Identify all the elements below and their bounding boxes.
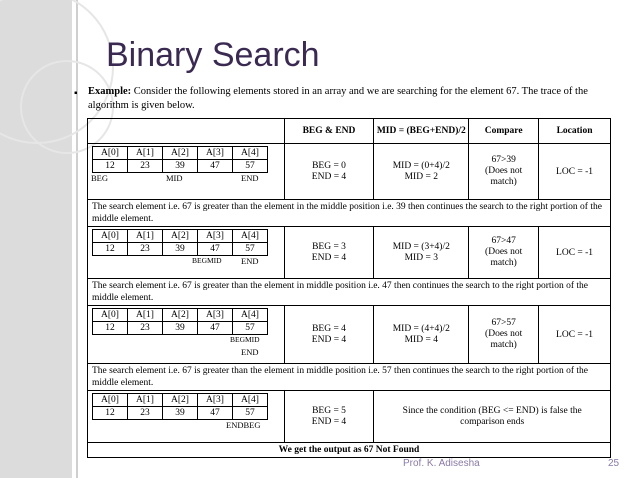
- array-header-cell: [88, 119, 285, 144]
- array-value: 23: [128, 322, 163, 335]
- array-table: [92, 308, 268, 335]
- step-row: [88, 391, 611, 443]
- header-mid: MID = (BEG+END)/2: [374, 119, 469, 144]
- array-value: 57: [233, 243, 268, 256]
- step-row: [88, 227, 611, 279]
- array-value: 57: [233, 160, 268, 173]
- array-value: 47: [198, 407, 233, 420]
- pointer-beg: BEG: [91, 173, 108, 183]
- array-table: [92, 146, 268, 173]
- result-text: We get the output as 67 Not Found: [88, 443, 611, 458]
- location-cell: LOC = -1: [539, 144, 611, 200]
- pointer-endbeg: ENDBEG: [226, 420, 261, 430]
- array-index: A[4]: [233, 147, 268, 160]
- header-row: [88, 119, 611, 144]
- intro-text: Consider the following elements stored in an array and we are searching for the element 67. The trace of the algorithm is given below.: [88, 86, 588, 111]
- pointer-begmid: BEGMID: [192, 256, 222, 265]
- pointer-mid: MID: [166, 173, 183, 183]
- array-table: [92, 229, 268, 256]
- note-row: [88, 200, 611, 227]
- intro-label: Example:: [88, 86, 132, 97]
- mid-cell: MID = (3+4)/2 MID = 3: [374, 227, 469, 279]
- header-location: Location: [539, 119, 611, 144]
- result-row: [88, 443, 611, 458]
- array-cell: [88, 306, 285, 364]
- array-index: A[0]: [93, 230, 128, 243]
- array-value: 39: [163, 243, 198, 256]
- condition-cell: Since the condition (BEG <= END) is false the comparison ends: [374, 391, 611, 443]
- pointer-begmid: BEGMID: [230, 335, 260, 344]
- array-cell: [88, 391, 285, 443]
- step-note: The search element i.e. 67 is greater than the element in middle position i.e. 47 then continues the search to the right portion of the middle element.: [88, 279, 611, 306]
- array-value: 39: [163, 407, 198, 420]
- intro-paragraph: [88, 85, 610, 113]
- array-value: 12: [93, 243, 128, 256]
- array-index: A[3]: [198, 394, 233, 407]
- step-row: [88, 144, 611, 200]
- header-compare: Compare: [469, 119, 539, 144]
- array-index: A[3]: [198, 309, 233, 322]
- array-index: A[3]: [198, 230, 233, 243]
- array-table: [92, 393, 268, 420]
- slide-title: Binary Search: [106, 36, 320, 74]
- array-value: 12: [93, 407, 128, 420]
- array-index: A[0]: [93, 309, 128, 322]
- array-value: 12: [93, 160, 128, 173]
- footer-author: Prof. K. Adisesha: [403, 458, 480, 469]
- pointer-labels: [88, 256, 284, 267]
- array-index: A[4]: [233, 230, 268, 243]
- array-value: 39: [163, 322, 198, 335]
- step-row: [88, 306, 611, 364]
- array-value: 47: [198, 243, 233, 256]
- array-index: A[1]: [128, 230, 163, 243]
- array-index: A[1]: [128, 147, 163, 160]
- beg-end-cell: BEG = 0 END = 4: [284, 144, 374, 200]
- array-index: A[0]: [93, 147, 128, 160]
- compare-cell: 67>47 (Does not match): [469, 227, 539, 279]
- pointer-labels: [88, 335, 284, 359]
- beg-end-cell: BEG = 5 END = 4: [284, 391, 374, 443]
- array-index: A[2]: [163, 309, 198, 322]
- array-index: A[3]: [198, 147, 233, 160]
- mid-cell: MID = (4+4)/2 MID = 4: [374, 306, 469, 364]
- array-index: A[2]: [163, 230, 198, 243]
- note-row: [88, 364, 611, 391]
- bullet-icon: ▪: [74, 88, 78, 99]
- pointer-end: END: [241, 347, 259, 357]
- step-note: The search element i.e. 67 is greater than the element in the middle position i.e. 39 then continues the search to the right portion of the middle element.: [88, 200, 611, 227]
- array-cell: [88, 144, 285, 200]
- array-value: 47: [198, 322, 233, 335]
- array-index: A[2]: [163, 147, 198, 160]
- trace-table: [87, 118, 611, 458]
- pointer-labels: [88, 420, 284, 431]
- step-note: The search element i.e. 67 is greater than the element in middle position i.e. 57 then continues the search to the right portion of the middle element.: [88, 364, 611, 391]
- page-number: 25: [608, 458, 620, 469]
- location-cell: LOC = -1: [539, 227, 611, 279]
- header-beg-end: BEG & END: [284, 119, 374, 144]
- note-row: [88, 279, 611, 306]
- array-cell: [88, 227, 285, 279]
- array-value: 57: [233, 322, 268, 335]
- array-index: A[4]: [233, 309, 268, 322]
- mid-cell: MID = (0+4)/2 MID = 2: [374, 144, 469, 200]
- beg-end-cell: BEG = 4 END = 4: [284, 306, 374, 364]
- array-index: A[4]: [233, 394, 268, 407]
- pointer-end: END: [241, 256, 259, 266]
- array-value: 23: [128, 243, 163, 256]
- compare-cell: 67>57 (Does not match): [469, 306, 539, 364]
- pointer-labels: [88, 173, 284, 184]
- array-value: 57: [233, 407, 268, 420]
- beg-end-cell: BEG = 3 END = 4: [284, 227, 374, 279]
- array-value: 23: [128, 160, 163, 173]
- array-value: 12: [93, 322, 128, 335]
- array-value: 39: [163, 160, 198, 173]
- location-cell: LOC = -1: [539, 306, 611, 364]
- array-index: A[1]: [128, 394, 163, 407]
- pointer-end: END: [241, 173, 259, 183]
- array-value: 23: [128, 407, 163, 420]
- array-index: A[2]: [163, 394, 198, 407]
- array-index: A[1]: [128, 309, 163, 322]
- array-index: A[0]: [93, 394, 128, 407]
- compare-cell: 67>39 (Does not match): [469, 144, 539, 200]
- array-value: 47: [198, 160, 233, 173]
